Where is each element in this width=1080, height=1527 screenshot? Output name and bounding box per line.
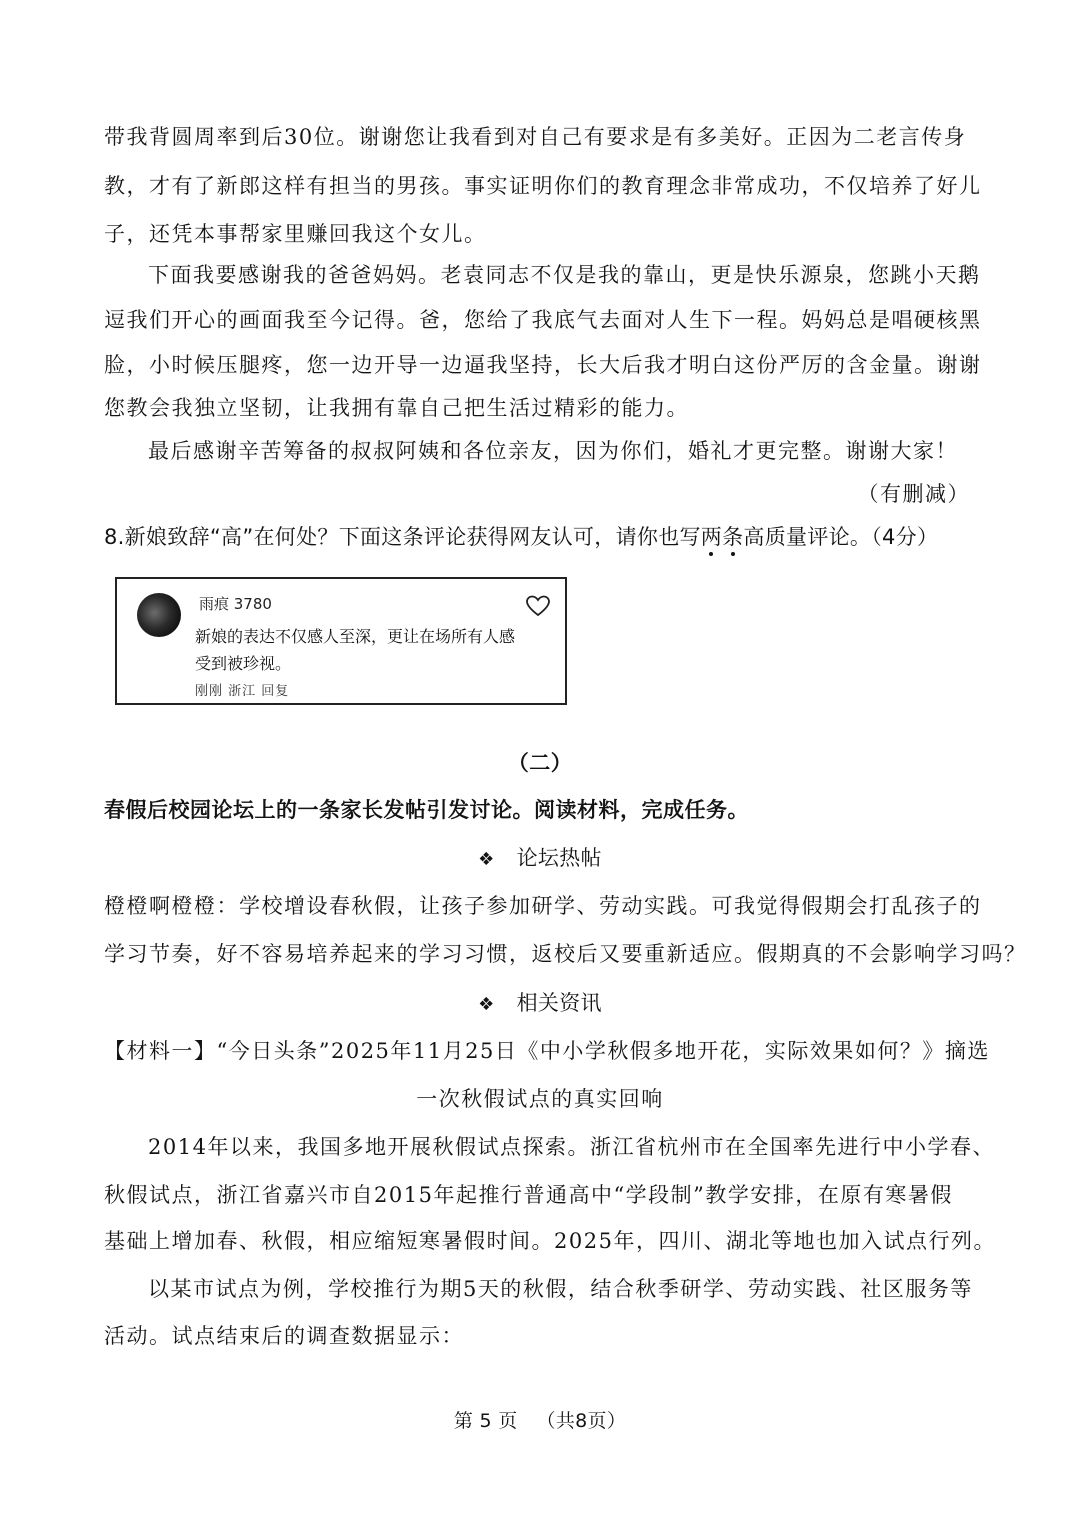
section-intro: 春假后校园论坛上的一条家长发帖引发讨论。阅读材料，完成任务。 — [104, 798, 749, 822]
speech-line: 子，还凭本事帮家里赚回我这个女儿。 — [104, 222, 487, 246]
avatar — [137, 593, 181, 637]
material-line: 2014年以来，我国多地开展秋假试点探索。浙江省杭州市在全国率先进行中小学春、 — [148, 1135, 995, 1159]
material-line: 以某市试点为例，学校推行为期5天的秋假，结合秋季研学、劳动实践、社区服务等 — [148, 1277, 973, 1301]
page-number: 第 5 页 — [453, 1410, 518, 1432]
forum-post-line: 学习节奏，好不容易培养起来的学习习惯，返校后又要重新适应。假期真的不会影响学习吗？ — [104, 942, 1027, 966]
speech-line: 带我背圆周率到后30位。谢谢您让我看到对自己有要求是有多美好。正因为二老言传身 — [104, 125, 967, 149]
speech-line: 下面我要感谢我的爸爸妈妈。老袁同志不仅是我的靠山，更是快乐源泉，您跳小天鹅 — [148, 263, 981, 287]
question-8-text: 8.新娘致辞“高”在何处？下面这条评论获得网友认可，请你也写 — [104, 525, 701, 549]
speech-line: 教，才有了新郎这样有担当的男孩。事实证明你们的教育理念非常成功，不仅培养了好儿 — [104, 174, 982, 198]
comment-card — [115, 577, 567, 705]
emphasis-char: 两 — [700, 525, 723, 549]
material-line: 活动。试点结束后的调查数据显示： — [104, 1324, 464, 1348]
forum-post-line: 橙橙啊橙橙：学校增设春秋假，让孩子参加研学、劳动实践。可我觉得假期会打乱孩子的 — [104, 894, 982, 918]
comment-meta: 刚刚 浙江 回复 — [195, 684, 290, 699]
heart-icon — [526, 595, 550, 617]
diamond-icon: ❖ — [478, 849, 495, 870]
question-8 — [104, 522, 984, 552]
comment-username: 雨痕 3780 — [199, 595, 272, 613]
emphasis-char: 条 — [722, 525, 744, 549]
speech-line: 您教会我独立坚韧，让我拥有靠自己把生活过精彩的能力。 — [104, 396, 689, 420]
question-8-text-end: 高质量评论。（4分） — [743, 525, 939, 549]
forum-heading — [0, 843, 1080, 875]
page-footer — [0, 1406, 1080, 1436]
section-heading: （二） — [507, 751, 573, 775]
page-total: （共8页） — [536, 1410, 627, 1432]
deletion-note: （有删减） — [857, 482, 970, 506]
diamond-icon: ❖ — [478, 994, 495, 1015]
news-heading-text: 相关资讯 — [516, 991, 602, 1015]
news-heading — [0, 988, 1080, 1020]
material-title: 一次秋假试点的真实回响 — [416, 1087, 664, 1111]
speech-line: 逗我们开心的画面我至今记得。爸，您给了我底气去面对人生下一程。妈妈总是唱硬核黑 — [104, 308, 982, 332]
comment-text: 新娘的表达不仅感人至深，更让在场所有人感受到被珍视。 — [195, 627, 516, 673]
speech-line: 脸，小时候压腿疼，您一边开导一边逼我坚持，长大后我才明白这份严厉的含金量。谢谢 — [104, 353, 982, 377]
material-line: 基础上增加春、秋假，相应缩短寒暑假时间。2025年，四川、湖北等地也加入试点行列。 — [104, 1229, 996, 1253]
forum-heading-text: 论坛热帖 — [516, 846, 602, 870]
material-source: 【材料一】“今日头条”2025年11月25日《中小学秋假多地开花，实际效果如何？》摘选 — [104, 1039, 990, 1063]
material-line: 秋假试点，浙江省嘉兴市自2015年起推行普通高中“学段制”教学安排，在原有寒暑假 — [104, 1183, 953, 1207]
speech-line: 最后感谢辛苦筹备的叔叔阿姨和各位亲友，因为你们，婚礼才更完整。谢谢大家！ — [148, 439, 958, 463]
